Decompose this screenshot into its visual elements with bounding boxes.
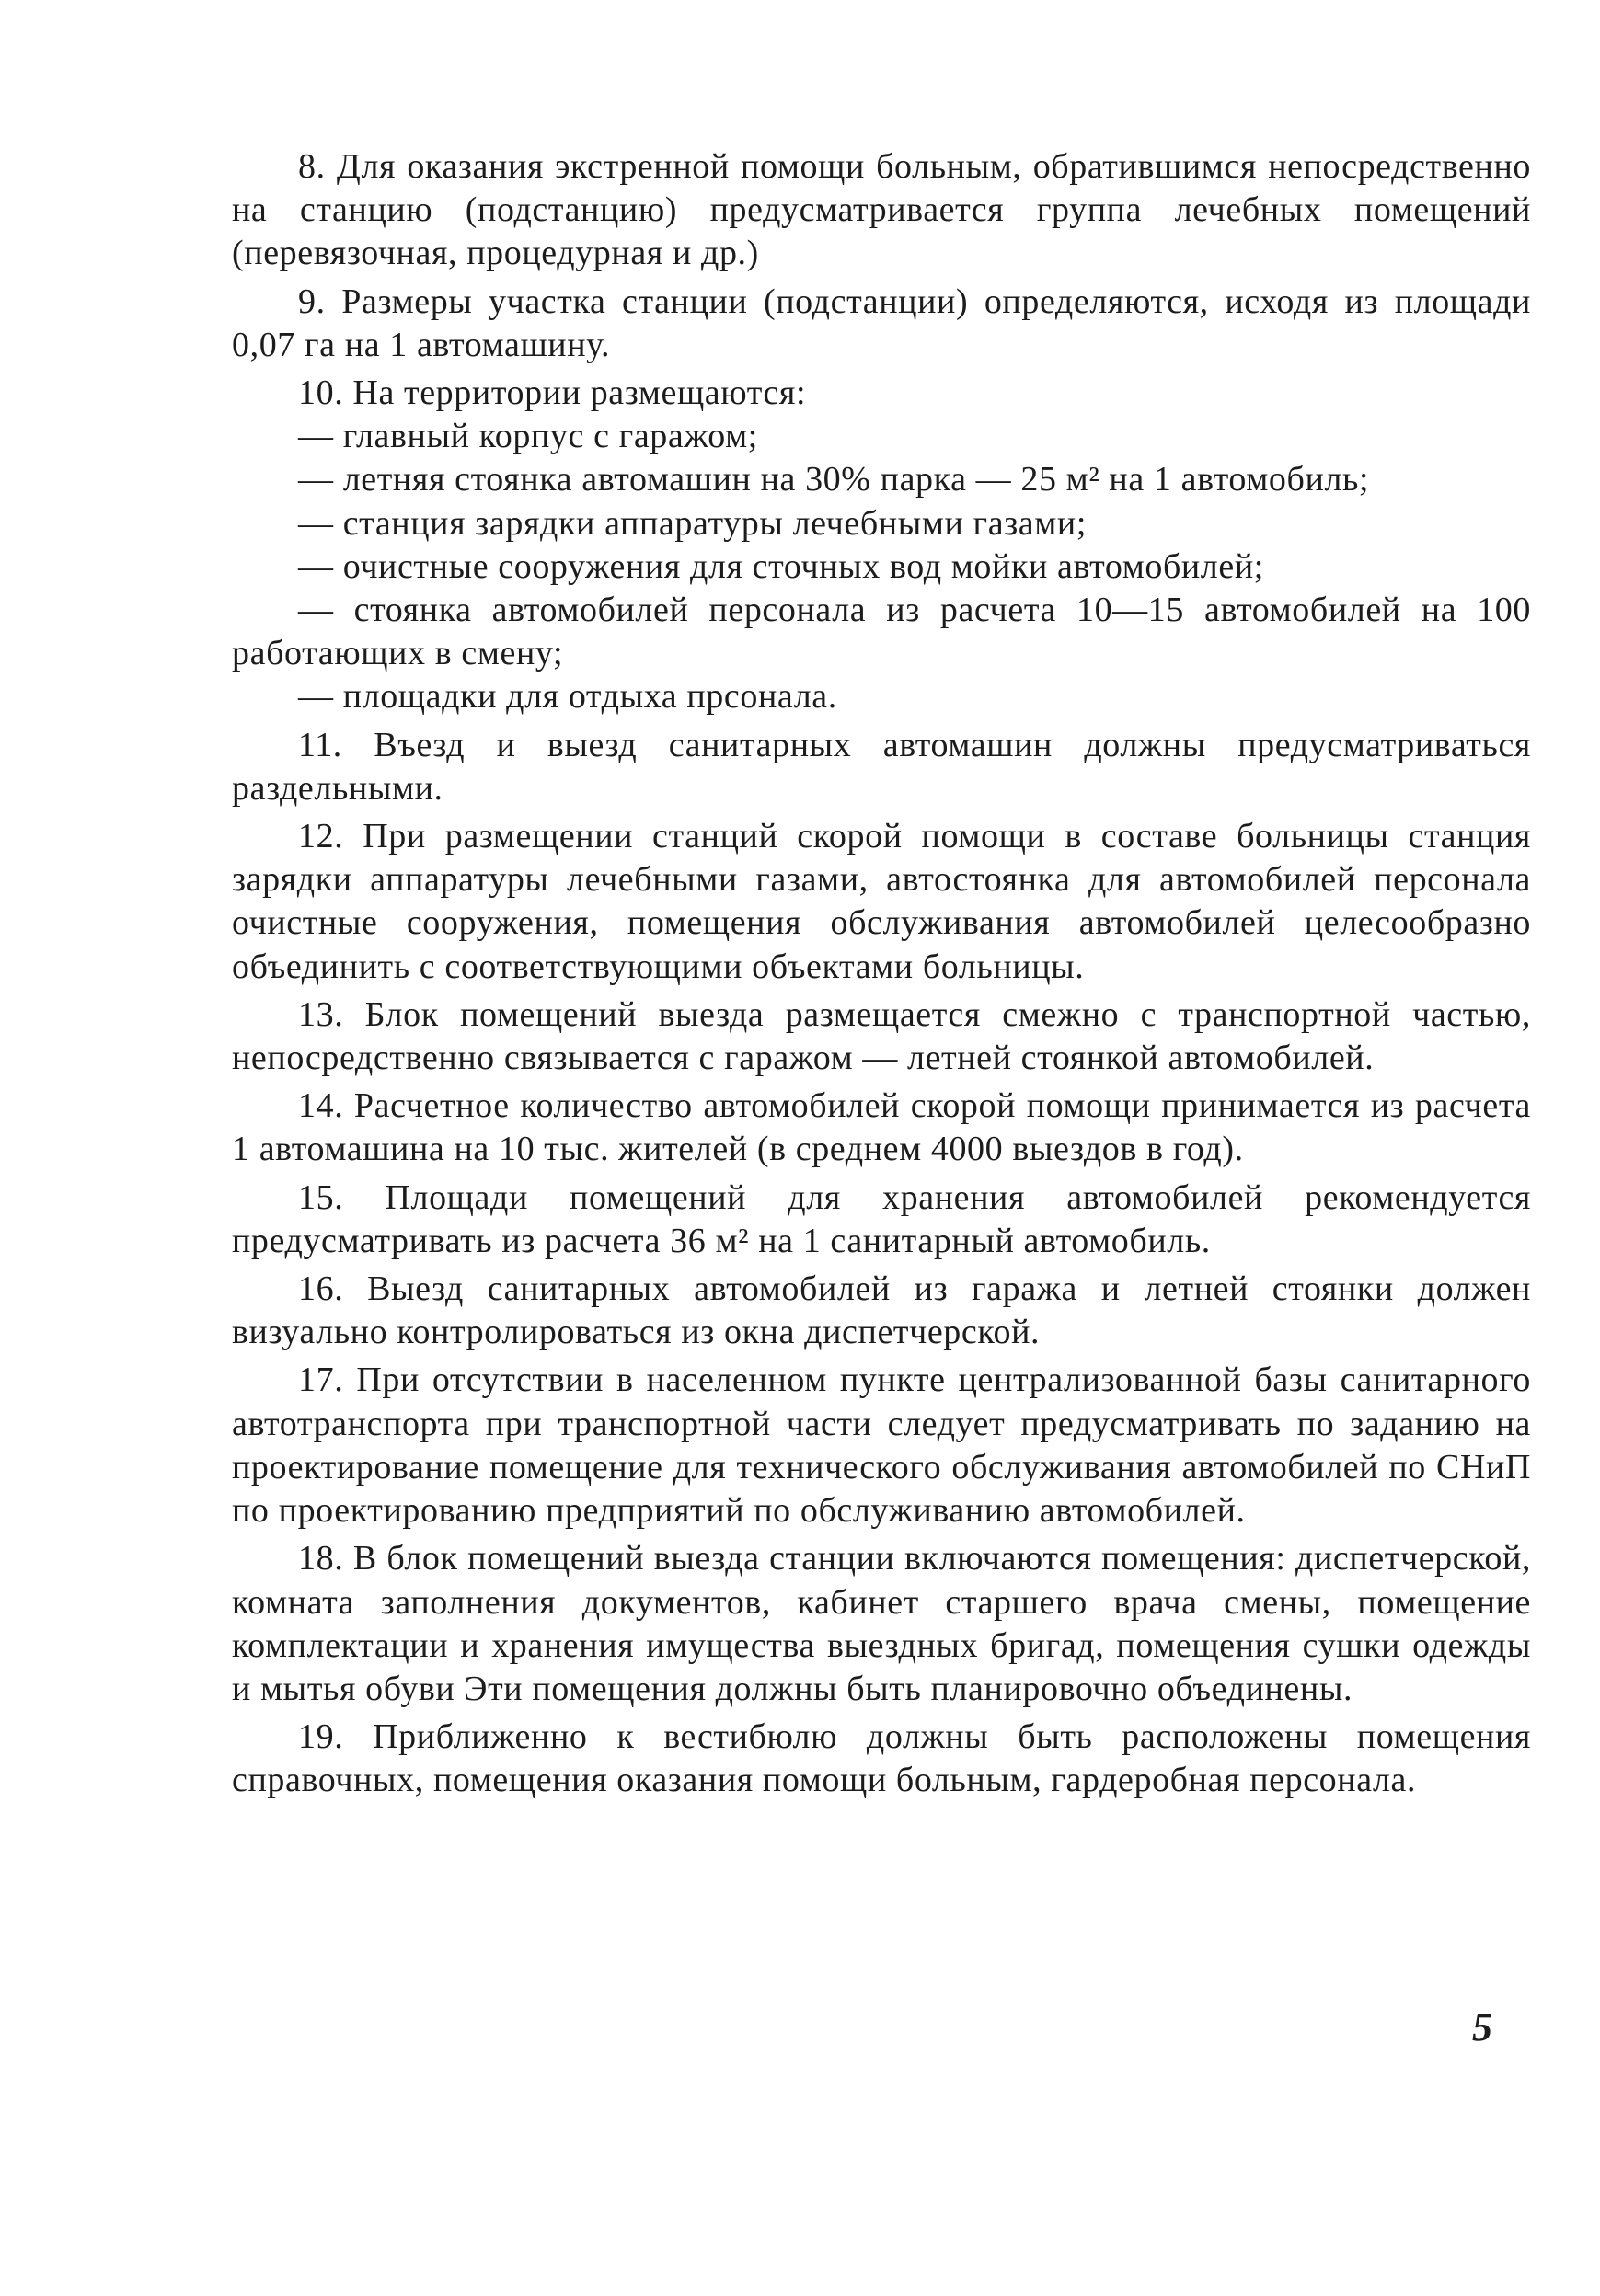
paragraph-14: 14. Расчетное количество автомобилей скорой помощи принимается из расчета 1 автомашина на 10 тыс. жителей (в среднем 4000 выездов в год). (232, 1086, 1531, 1169)
paragraph-12: 12. При размещении станций скорой помощи в составе больницы станция зарядки аппаратуры лечебными газами, автостоянка для автомобилей персонала очистные сооружения, помещения обслуживания автомобилей целесообразно объединить с соответствующими объектами больницы. (232, 817, 1531, 986)
paragraph-18: 18. В блок помещений выезда станции включаются помещения: диспетчерской, комната заполнения документов, кабинет старшего врача смены, помещение комплектации и хранения имущества выездных бригад, помещения сушки одежды и мытья обуви Эти помещения должны быть планировочно объединены. (232, 1539, 1531, 1708)
list-item: — главный корпус с гаражом; (298, 417, 758, 456)
document-body (232, 145, 1531, 1808)
paragraph-16: 16. Выезд санитарных автомобилей из гаража и летней стоянки должен визуально контролироваться из окна диспетчерской. (232, 1269, 1531, 1352)
list-item: — станция зарядки аппаратуры лечебными газами; (298, 503, 1088, 543)
paragraph-9: 9. Размеры участка станции (подстанции) определяются, исходя из площади 0,07 га на 1 автомашину. (232, 281, 1531, 364)
paragraph-8: 8. Для оказания экстренной помощи больным, обратившимся непосредственно на станцию (подстанцию) предусматривается группа лечебных помещений (перевязочная, процедурная и др.) (232, 147, 1531, 273)
paragraph-17: 17. При отсутствии в населенном пункте централизованной базы санитарного автотранспорта при транспортной части следует предусматривать по заданию на проектирование помещение для технического обслуживания автомобилей по СНиП по проектированию предприятий по обслуживанию автомобилей. (232, 1360, 1531, 1531)
list-item: — очистные сооружения для сточных вод мойки автомобилей; (298, 546, 1264, 586)
paragraph-15: 15. Площади помещений для хранения автомобилей рекомендуется предусматривать из расчета 36 м² на 1 санитарный автомобиль. (232, 1177, 1531, 1260)
paragraph-11: 11. Въезд и выезд санитарных автомашин должны предусматриваться раздельными. (232, 725, 1531, 808)
paragraph-13: 13. Блок помещений выезда размещается смежно с транспортной частью, непосредственно связывается с гаражом — летней стоянкой автомобилей. (232, 994, 1531, 1078)
list-item: — площадки для отдыха прсонала. (298, 677, 837, 717)
list-item: — летняя стоянка автомашин на 30% парка — 25 м² на 1 автомобиль; (298, 460, 1370, 499)
paragraph-19: 19. Приближенно к вестибюлю должны быть расположены помещения справочных, помещения оказания помощи больным, гардеробная персонала. (232, 1717, 1531, 1800)
list-item: — стоянка автомобилей персонала из расчета 10—15 автомобилей на 100 работающих в смену; (232, 591, 1531, 673)
paragraph-10: 10. На территории размещаются: (298, 373, 807, 413)
page-number: 5 (1472, 2004, 1492, 2049)
